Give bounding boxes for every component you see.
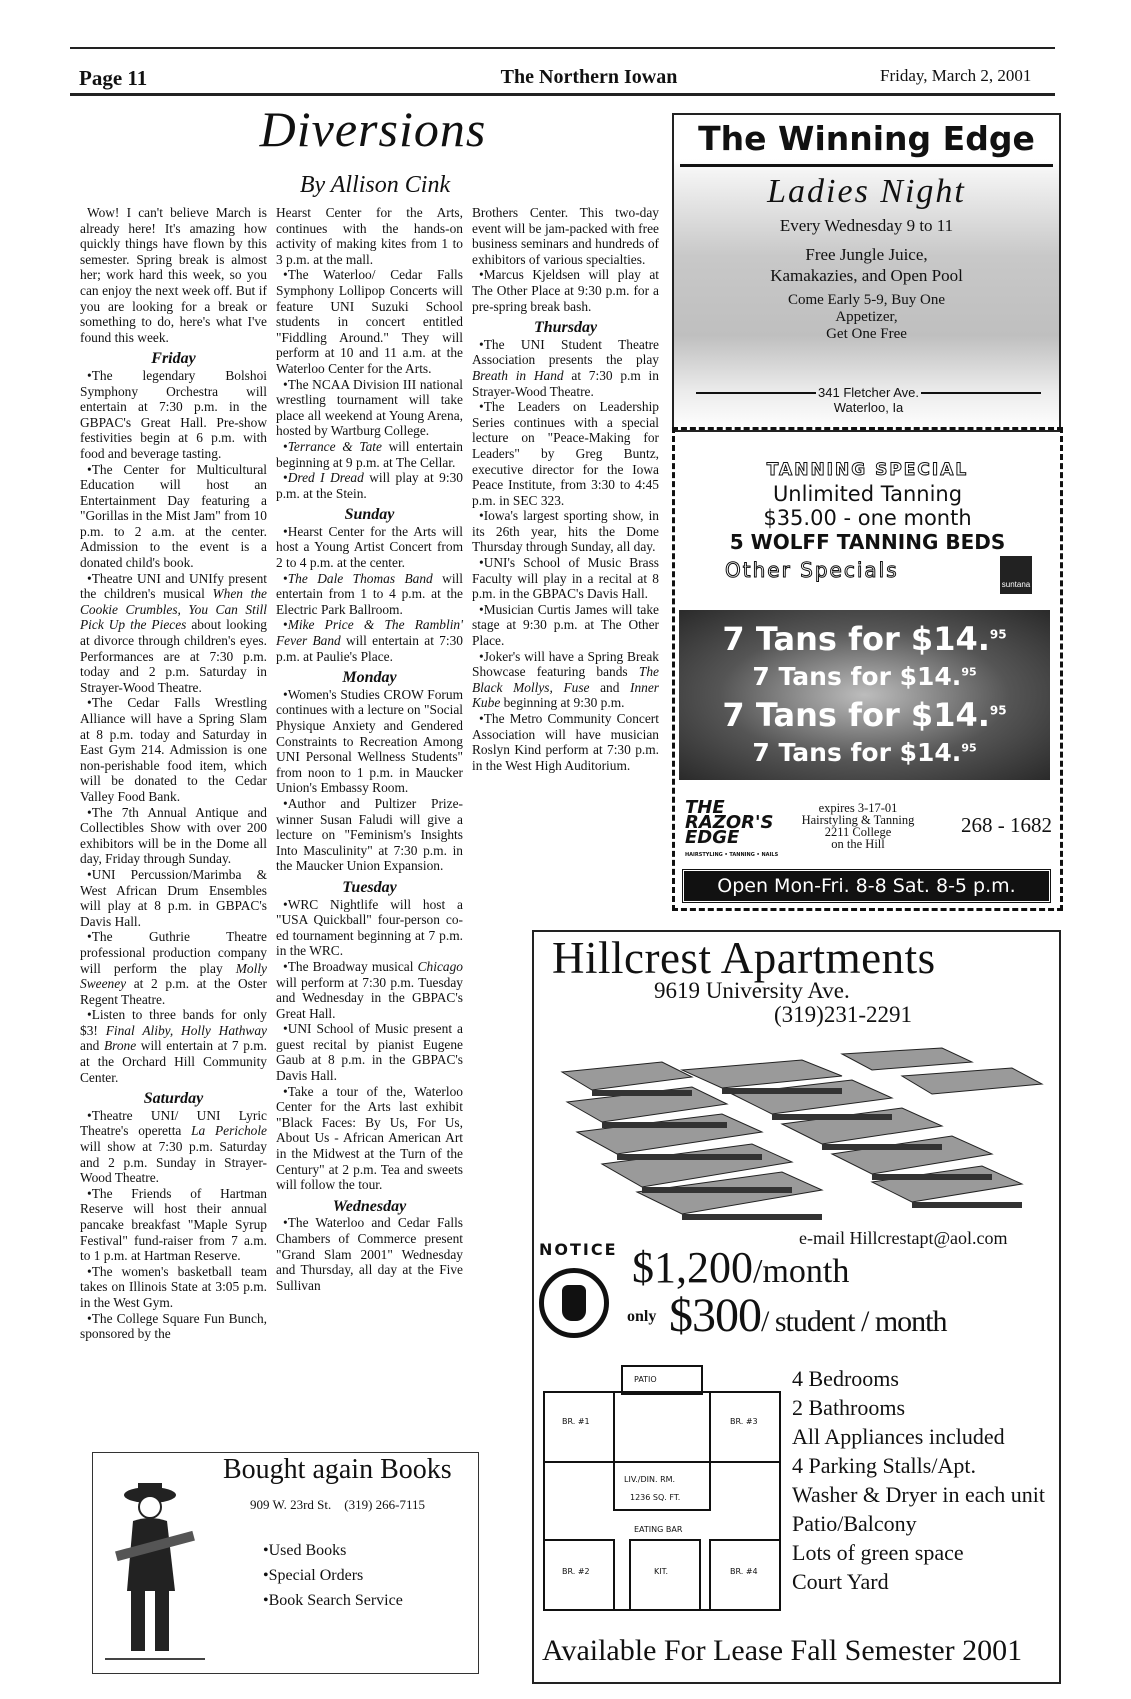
tanning-line: Unlimited Tanning	[772, 482, 963, 506]
event-item: •The Guthrie Theatre professional production company will perform the play Molly Sweeney at 2 p.m. at the Oster Regent Theatre.	[80, 929, 267, 1007]
feature-item: Lots of green space	[792, 1540, 964, 1565]
page-number: Page 11	[79, 66, 148, 90]
event-item: •Mike Price & The Ramblin' Fever Band will entertain at 7:30 p.m. at Paulie's Place.	[276, 617, 463, 664]
svg-text:BR. #1: BR. #1	[562, 1417, 590, 1426]
hillcrest-email: e-mail Hillcrestapt@aol.com	[799, 1228, 1008, 1248]
feature-item: 2 Bathrooms	[792, 1395, 906, 1420]
feature-item: 4 Parking Stalls/Apt.	[792, 1453, 976, 1478]
feature-item: Patio/Balcony	[792, 1511, 917, 1536]
svg-text:1236 SQ. FT.: 1236 SQ. FT.	[630, 1493, 681, 1502]
event-item: •The College Square Fun Bunch, sponsored by the	[80, 1310, 267, 1342]
event-item: •The NCAA Division III national wrestling tournament will take place all weekend at Young Arena, hosted by Wartburg College.	[276, 376, 463, 439]
top-rule	[70, 47, 1055, 49]
article-column-1	[80, 205, 267, 1342]
promo-line: 7 Tans for $14.95	[752, 662, 977, 691]
availability-banner: Available For Lease Fall Semester 2001	[542, 1634, 1023, 1667]
svg-text:PATIO: PATIO	[634, 1375, 657, 1384]
event-item: •Joker's will have a Spring Break Showcase featuring bands The Black Mollys, Fuse and Inner Kube beginning at 9:30 p.m.	[472, 648, 660, 711]
hillcrest-street: 9619 University Ave.	[654, 978, 850, 1003]
ad-address: 341 Fletcher Ave. Waterloo, Ia	[696, 385, 1041, 415]
winning-edge-ad	[672, 113, 1061, 432]
feature-list	[792, 1364, 1045, 1596]
apartment-complex-illustration	[542, 1032, 1047, 1232]
ad-line: Come Early 5-9, Buy One	[787, 292, 946, 308]
notice-label: NOTICE	[539, 1240, 618, 1259]
tanning-special-heading: TANNING SPECIAL	[766, 460, 969, 480]
issue-date: Friday, March 2, 2001	[880, 66, 1032, 85]
ad-line: Free Jungle Juice,	[805, 245, 928, 264]
day-heading-sunday: Sunday	[344, 506, 395, 524]
svg-text:LIV./DIN. RM.: LIV./DIN. RM.	[624, 1475, 676, 1484]
day-heading-saturday: Saturday	[143, 1090, 204, 1108]
event-item: Hearst Center for the Arts, continues with the hands-on activity of making kites from 1 to 3 p.m. at the mall.	[276, 205, 463, 267]
event-item: •The 7th Annual Antique and Collectibles Show with over 200 exhibitors will be in the Dome all day, Friday through Sunday.	[80, 804, 267, 867]
event-item: •Dred I Dread will play at 9:30 p.m. at the Stein.	[276, 470, 463, 501]
day-heading-wednesday: Wednesday	[332, 1197, 407, 1215]
razors-edge-logo: THE RAZOR'S EDGE HAIRSTYLING • TANNING • NAILS	[685, 797, 779, 858]
byline: By Allison Cink	[299, 172, 451, 198]
feature-item: Washer & Dryer in each unit	[792, 1482, 1045, 1507]
service-item: • Book Search Service	[263, 1588, 403, 1613]
salon-info: expires 3-17-01 Hairstyling & Tanning 2211 College on the Hill	[801, 801, 915, 851]
promo-panel	[679, 610, 1050, 780]
event-item: •Women's Studies CROW Forum continues with a lecture on "Social Physique Anxiety and Gendered Constraints to Recreation Among UNI Personal Wellness Students" from noon to 1 p.m. in Maucker Union's Embassy Room.	[276, 686, 463, 796]
unit-price: $1,200/month	[632, 1243, 850, 1292]
event-item: •UNI Percussion/Marimba & West African Drum Ensembles will play at 8 p.m. in GBPAC's Davis Hall.	[80, 866, 267, 929]
tanning-line: $35.00 - one month	[763, 506, 972, 530]
event-item: •The Waterloo and Cedar Falls Chambers of Commerce present "Grand Slam 2001" Wednesday and Thursday, all day at the Five Sullivan	[276, 1215, 463, 1293]
section-title: Diversions	[259, 101, 487, 157]
header-rule	[70, 93, 1055, 96]
musician-illustration	[105, 1481, 205, 1666]
svg-text:EATING BAR: EATING BAR	[634, 1525, 683, 1534]
bookstore-name: Bought again Books	[223, 1454, 452, 1485]
event-item: •UNI School of Music present a guest recital by pianist Eugene Gaub at 8 p.m. in the GBPAC's Davis Hall.	[276, 1021, 463, 1084]
event-item: •Musician Curtis James will take stage at 9:30 p.m. at The Other Place.	[472, 601, 659, 649]
event-item: •The legendary Bolshoi Symphony Orchestra will entertain at 7:30 p.m. in the GBPAC's Great Hall. Pre-show festivities begin at 6 p.m. with food and beverage tasting.	[80, 367, 267, 461]
event-item: •The Friends of Hartman Reserve will host their annual pancake breakfast "Maple Syrup Festival" fund-raiser from 7 a.m. to 1 p.m. at Hartman Reserve.	[80, 1185, 267, 1264]
event-item: •Iowa's largest sporting show, in its 26th year, hits the Dome Thursday through Sunday, all day.	[472, 508, 659, 555]
tanning-coupon-ad	[672, 427, 1063, 911]
event-item: •The Leaders on Leadership Series continues with a special lecture on "Peace-Making for Leaders" by Greg Buntz, executive director for the Iowa Peace Institute, from 3:30 to 4:45 p.m. in SEC 323.	[472, 399, 659, 508]
feature-item: Court Yard	[792, 1569, 889, 1594]
only-label: only	[627, 1308, 657, 1325]
day-heading-tuesday: Tuesday	[342, 878, 397, 896]
ad-subtitle: Ladies Night	[767, 173, 966, 210]
promo-line: 7 Tans for $14.95	[752, 738, 977, 767]
event-item: •The Center for Multicultural Education will host an Entertainment Day featuring a "Gorillas in the Mist Jam" from 10 p.m. to 2 a.m. at the center. Admission to the event is a donated child's book.	[80, 461, 267, 571]
other-specials: Other Specials	[725, 558, 899, 582]
intro-paragraph: Wow! I can't believe March is already here! It's amazing how quickly things have flown by this semester. Spring break is almost her; work hard this week, so you can enjoy the next week off. But if you are looking for a break or something to do, here's what I've found this week.	[80, 205, 267, 345]
article-column-3	[472, 205, 659, 773]
ad-line: Appetizer,	[835, 309, 898, 325]
event-item: •Marcus Kjeldsen will play at The Other Place at 9:30 p.m. for a pre-spring break bash.	[472, 267, 659, 314]
day-heading-monday: Monday	[342, 669, 397, 687]
bought-again-books-ad	[92, 1452, 479, 1674]
event-item: •UNI's School of Music Brass Faculty will play in a recital at 8 p.m. in the GBPAC's Davis Hall.	[472, 555, 659, 602]
event-item: •The Metro Community Concert Association will have musician Roslyn Kind perform at 7:30 p.m. in the West High Auditorium.	[472, 711, 659, 773]
hours-banner: Open Mon-Fri. 8-8 Sat. 8-5 p.m.	[683, 870, 1050, 902]
salon-phone: 268 - 1682	[961, 813, 1052, 837]
tanning-line: 5 WOLFF TANNING BEDS	[729, 530, 1006, 554]
hillcrest-apartments-ad	[532, 930, 1061, 1684]
event-item: •Hearst Center for the Arts will host a Young Artist Concert from 2 to 4 p.m. at the center.	[276, 523, 463, 571]
service-item: • Special Orders	[263, 1563, 403, 1588]
svg-text:BR. #4: BR. #4	[730, 1567, 758, 1576]
event-item: •Terrance & Tate will entertain beginning at 9 p.m. at The Cellar.	[276, 438, 463, 470]
promo-line: 7 Tans for $14.95	[722, 696, 1007, 734]
newspaper-name: The Northern Iowan	[500, 66, 678, 88]
event-item: •WRC Nightlife will host a "USA Quickball" four-person co-ed tournament beginning at 7 p.m. in the WRC.	[276, 896, 463, 959]
hillcrest-phone: (319)231-2291	[774, 1002, 912, 1027]
svg-text:BR. #2: BR. #2	[562, 1567, 590, 1576]
svg-text:KIT.: KIT.	[654, 1567, 669, 1576]
ad-title: The Winning Edge	[680, 119, 1053, 167]
feature-item: 4 Bedrooms	[792, 1366, 899, 1391]
bookstore-services	[263, 1538, 403, 1613]
article-column-2	[276, 205, 463, 1293]
event-item: •The Broadway musical Chicago will perform at 7:30 p.m. Tuesday and Wednesday in the GBPAC's Great Hall.	[276, 958, 463, 1021]
promo-line: 7 Tans for $14.95	[722, 620, 1007, 658]
ad-line: Every Wednesday 9 to 11	[779, 216, 954, 235]
ad-line: Kamakazies, and Open Pool	[770, 266, 963, 285]
event-item: •The Cedar Falls Wrestling Alliance will have a Spring Slam at 8 p.m. today and Saturday in East Gym 214. Admission is one non-perishable food item, which will be donated to the Cedar Valley Food Bank.	[80, 695, 267, 804]
event-item: •Listen to three bands for only $3! Final Aliby, Holly Hathway and Brone will entertain at 7 p.m. at the Orchard Hill Community Center.	[80, 1007, 267, 1085]
stop-hand-icon	[539, 1268, 609, 1338]
hillcrest-title: Hillcrest Apartments	[552, 933, 936, 983]
event-item: •The Waterloo/ Cedar Falls Symphony Lollipop Concerts will feature UNI Suzuki School students in concert entitled "Fiddling Around." They will perform at 10 and 11 a.m. at the Waterloo Center for the Arts.	[276, 267, 463, 376]
feature-item: All Appliances included	[792, 1424, 1005, 1449]
event-item: •Theatre UNI and UNIfy present the children's musical When the Cookie Crumbles, You Can Still Pick Up the Pieces about looking at divorce through children's eyes. Performances are at 7:30 p.m. today and 2 p.m. Saturday in Strayer-Wood Theatre.	[80, 570, 267, 695]
service-item: • Used Books	[263, 1538, 403, 1563]
floor-plan-diagram	[542, 1364, 782, 1614]
bookstore-contact: 909 W. 23rd St. (319) 266-7115	[250, 1497, 426, 1512]
event-item: •Take a tour of the, Waterloo Center for the Arts last exhibit "Black Faces: By Us, For Us, About Us - African American Art in the Midwest at the Turn of the Century" at 2 p.m. Tea and sweets will follow the tour.	[276, 1083, 463, 1193]
day-heading-friday: Friday	[151, 350, 196, 368]
event-item: •The UNI Student Theatre Association presents the play Breath in Hand at 7:30 p.m in Strayer-Wood Theatre.	[472, 336, 659, 399]
suntana-logo-icon: suntana	[1000, 556, 1032, 594]
day-heading-thursday: Thursday	[533, 319, 598, 337]
svg-text:BR. #3: BR. #3	[730, 1417, 758, 1426]
ad-line: Get One Free	[826, 326, 907, 342]
event-item: •Author and Pultizer Prize-winner Susan Faludi will give a lecture on "Feminism's Insights Into Masculinity" at 7:30 p.m. in the Maucker Union Expansion.	[276, 795, 463, 874]
student-price: $300/ student / month	[669, 1289, 947, 1342]
event-item: •The women's basketball team takes on Illinois State at 3:05 p.m. in the West Gym.	[80, 1263, 267, 1310]
event-item: Brothers Center. This two-day event will be jam-packed with free business seminars and hundreds of exhibitors of various specialties.	[472, 205, 659, 267]
event-item: •The Dale Thomas Band will entertain from 1 to 4 p.m. at the Electric Park Ballroom.	[276, 570, 463, 617]
event-item: •Theatre UNI/ UNI Lyric Theatre's operetta La Perichole will show at 7:30 p.m. Saturday and 2 p.m. Sunday in Strayer-Wood Theatre.	[80, 1107, 267, 1186]
